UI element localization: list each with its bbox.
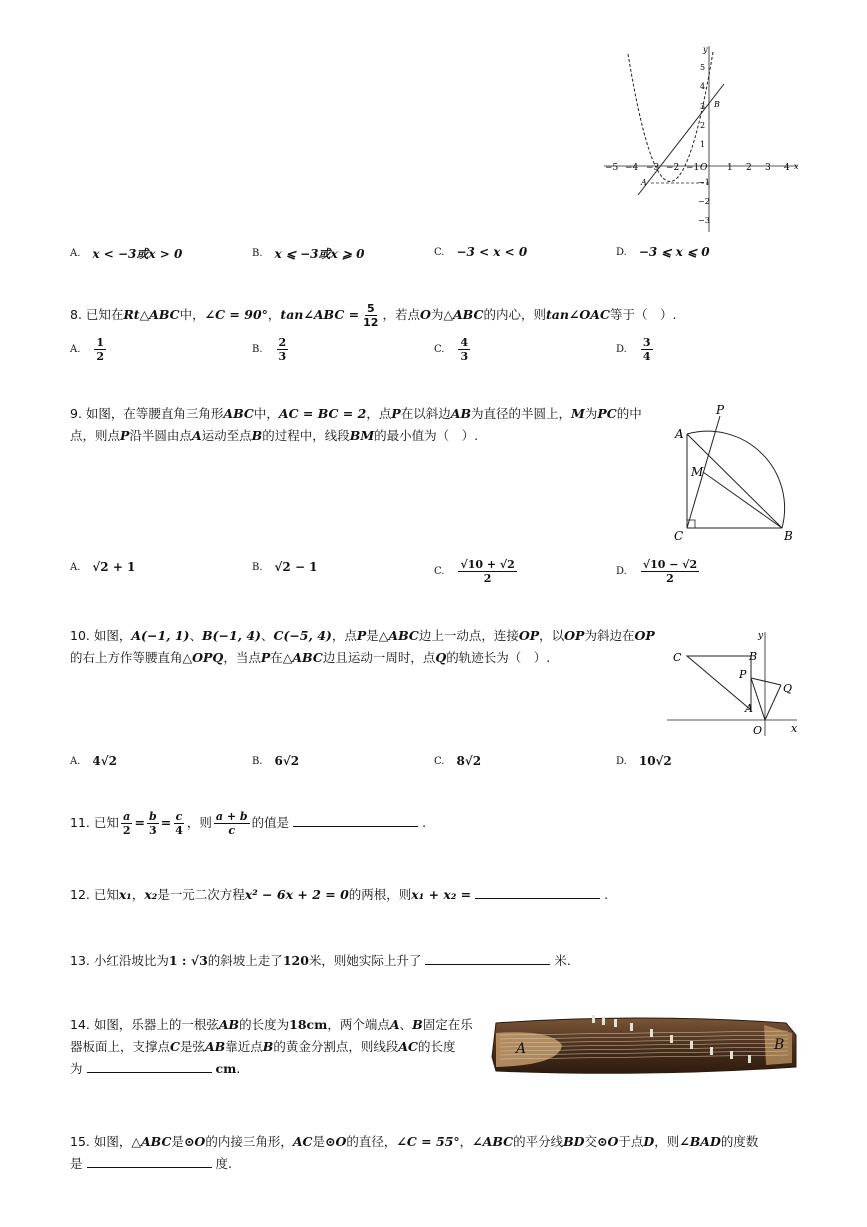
y-tick: 3 xyxy=(700,102,706,111)
answer-blank[interactable] xyxy=(87,1155,212,1168)
x-tick: 1 xyxy=(727,163,733,173)
q10-option-b[interactable]: B. 6√2 xyxy=(252,754,300,768)
straight-line xyxy=(638,84,724,195)
svg-text:C: C xyxy=(674,529,684,543)
option-text: x < −3或x > 0 xyxy=(92,247,183,261)
q7-parabola-graph xyxy=(596,40,806,240)
q9-stem: 9. 如图，在等腰直角三角形ABC中，AC = BC = 2，点P在以斜边AB为直径的半圆上，M为PC的中 点，则点P沿半圆由点A运动至点B的过程中，线段BM的最小值为（ ）. xyxy=(70,406,642,443)
svg-text:C: C xyxy=(673,651,682,664)
x-tick: −5 xyxy=(605,163,619,173)
x-tick: −3 xyxy=(646,163,660,173)
x-axis-label: x xyxy=(794,162,799,171)
y-tick: −1 xyxy=(698,178,710,187)
answer-blank[interactable] xyxy=(87,1060,212,1073)
origin-label: O xyxy=(700,163,708,173)
svg-text:A: A xyxy=(516,1041,527,1057)
q9-option-c[interactable]: C. $\frac{√10 + √2}{2}$ xyxy=(434,558,515,585)
q13-stem: 13. 小红沿坡比为1 : √3的斜坡上走了120米，则她实际上升了 米. xyxy=(70,953,571,968)
y-tick: −2 xyxy=(698,197,710,206)
x-tick: −4 xyxy=(625,163,639,173)
option-text: −3 ⩽ x ⩽ 0 xyxy=(638,245,710,259)
svg-text:P: P xyxy=(716,403,725,417)
point-b-label: B xyxy=(714,100,720,109)
fraction: $\frac{5}{12}$ xyxy=(363,302,379,329)
svg-text:O: O xyxy=(753,724,763,737)
svg-text:x: x xyxy=(791,722,798,735)
q9-semicircle-figure xyxy=(670,400,810,545)
q10-triangle-figure xyxy=(665,628,805,740)
q12-stem: 12. 已知x₁，x₂是一元二次方程x² − 6x + 2 = 0的两根，则x₁ + x₂ = . xyxy=(70,887,609,902)
q10-option-a[interactable]: A. 4√2 xyxy=(70,754,117,768)
q8-option-a[interactable]: A. $\frac{1}{2}$ xyxy=(70,336,105,363)
svg-text:B: B xyxy=(774,1037,785,1053)
svg-text:y: y xyxy=(758,631,764,641)
y-axis-label: y xyxy=(703,45,708,54)
q8-option-d[interactable]: D. $\frac{3}{4}$ xyxy=(616,336,651,363)
x-tick: 2 xyxy=(746,163,752,173)
svg-text:B: B xyxy=(784,529,793,543)
x-tick: −1 xyxy=(686,163,700,173)
svg-text:M: M xyxy=(691,465,704,479)
q11-stem: 11. 已知 $\frac{a}{2}$ = $\frac{b}{3}$ = $\frac{c}{4}$ ，则 $\frac{a + b}{c}$ 的值是 . xyxy=(70,810,427,837)
q7-option-c[interactable] xyxy=(434,245,527,259)
option-text: −3 < x < 0 xyxy=(456,245,528,259)
y-tick: 1 xyxy=(700,140,706,149)
x-tick: 3 xyxy=(765,163,771,173)
q8-option-c[interactable]: C. $\frac{4}{3}$ xyxy=(434,336,469,363)
svg-text:A: A xyxy=(745,702,753,715)
x-tick: 4 xyxy=(784,163,790,173)
q14-stem: 14. 如图，乐器上的一根弦AB的长度为18cm，两个端点A、B固定在乐 器板面上，支撑点C是弦AB靠近点B的黄金分割点，则线段AC的长度 为 cm. xyxy=(70,1017,473,1076)
svg-text:B: B xyxy=(749,650,758,663)
svg-text:P: P xyxy=(739,668,747,681)
option-text: x ⩽ −3或x ⩾ 0 xyxy=(274,247,365,261)
q7-option-d[interactable] xyxy=(616,245,710,259)
q15-stem: 15. 如图，△ABC是⊙O的内接三角形，AC是⊙O的直径，∠C = 55°，∠ABC的平分线BD交⊙O于点D，则∠BAD的度数 是 度. xyxy=(70,1134,759,1171)
q7-option-a[interactable] xyxy=(70,245,182,262)
answer-blank[interactable] xyxy=(425,952,550,965)
q8-stem: 8. 已知在Rt△ABC中，∠C = 90°，tan∠ABC = $\frac{5}{12}$ ，若点O为△ABC的内心，则tan∠OAC等于（ ）. xyxy=(70,302,677,329)
q9-option-b[interactable]: B. √2 − 1 xyxy=(252,560,318,574)
y-tick: 4 xyxy=(700,82,706,91)
answer-blank[interactable] xyxy=(293,814,418,827)
q14-guzheng-figure xyxy=(490,1005,800,1083)
option-label: A. xyxy=(70,248,81,259)
option-label: D. xyxy=(616,246,627,258)
q9-option-a[interactable]: A. √2 + 1 xyxy=(70,560,136,574)
option-label: C. xyxy=(434,246,445,258)
svg-text:A: A xyxy=(675,427,684,441)
q7-option-b[interactable] xyxy=(252,245,364,262)
q10-stem: 10. 如图，A(−1, 1)、B(−1, 4)、C(−5, 4)，点P是△ABC边上一动点，连接OP，以OP为斜边在OP 的右上方作等腰直角△OPQ，当点P在△ABC边且运动一周时，点Q的轨迹长为（ ）. xyxy=(70,628,655,665)
q10-option-d[interactable]: D. 10√2 xyxy=(616,754,672,768)
y-tick: 2 xyxy=(700,121,706,130)
q9-option-d[interactable]: D. $\frac{√10 - √2}{2}$ xyxy=(616,558,698,585)
answer-blank[interactable] xyxy=(475,886,600,899)
option-label: B. xyxy=(252,248,263,259)
svg-text:Q: Q xyxy=(783,682,793,695)
x-tick: −2 xyxy=(666,163,680,173)
y-tick: −3 xyxy=(698,216,710,225)
q8-option-b[interactable]: B. $\frac{2}{3}$ xyxy=(252,336,287,363)
q10-option-c[interactable]: C. 8√2 xyxy=(434,754,482,768)
y-tick: 5 xyxy=(700,63,706,72)
point-a-label: A xyxy=(641,178,647,187)
